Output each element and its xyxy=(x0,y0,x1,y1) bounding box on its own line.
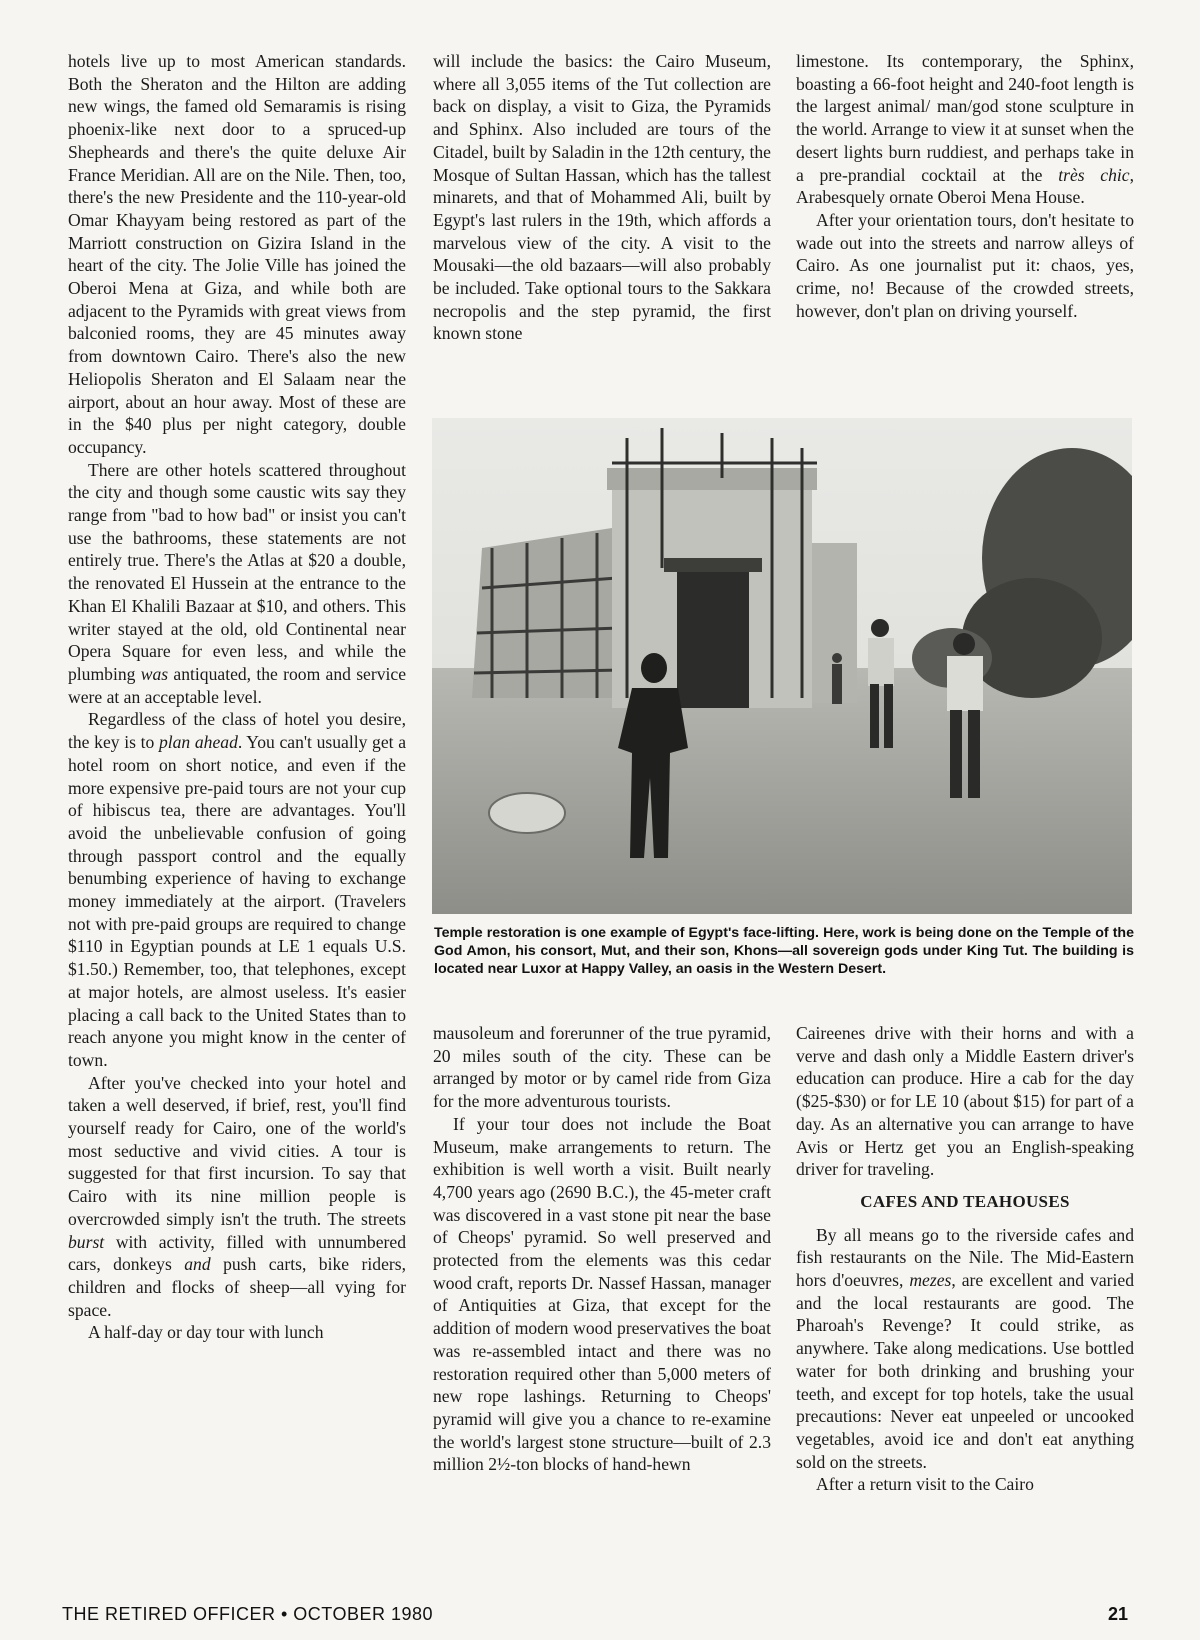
page-number: 21 xyxy=(1108,1604,1129,1624)
paragraph: Caireenes drive with their horns and with a verve and dash only a Middle Eastern driver's education can produce. Hire a cab for the day ($25-$30) or for LE 10 (about $15) for part of a day. As an alternative you can arrange to have Avis or Hertz get you an English-speaking driver for traveling. xyxy=(796,1023,1134,1180)
paragraph: will include the basics: the Cairo Museum, where all 3,055 items of the Tut collection are back on display, a visit to Giza, the Pyramids and Sphinx. Also included are tours of the Citadel, built by Saladin in the 12th century, the Mosque of Sultan Hassan, which has the tallest minarets, and that of Mohammed Ali, built by Egypt's last rulers in the 19th, which affords a marvelous view of the city. A visit to the Mousaki—the old bazaars—will also probably be included. Take optional tours to the Sakkara necropolis and the step pyramid, the first known stone xyxy=(433,51,771,344)
publication-footer: THE RETIRED OFFICER • OCTOBER 1980 xyxy=(62,1604,434,1624)
paragraph: By all means go to the riverside cafes and fish restaurants on the Nile. The Mid-Eastern hors d'oeuvres, mezes, are excellent and varied and the local restaurants are good. The Pharoah's Revenge? It could strike, as anywhere. Take along medications. Use bottled water for both drinking and brushing your teeth, and except for top hotels, take the usual precautions: Never eat unpeeled or uncooked vegetables, avoid ice and don't eat anything sold on the streets. xyxy=(796,1224,1134,1472)
paragraph: There are other hotels scattered throughout the city and though some caustic wits say they range from "bad to how bad" or insist you can't use the bathrooms, these statements are not entirely true. There's the Atlas at $20 a double, the renovated El Hussein at the entrance to the Khan El Khalili Bazaar at $10, and others. This writer stayed at the old, old Continental near Opera Square for even less, and while the plumbing was antiquated, the room and service were at an acceptable level. xyxy=(68,459,406,707)
article-column-1 xyxy=(68,50,406,1578)
photo-caption: Temple restoration is one example of Egypt's face-lifting. Here, work is being done on the Temple of the God Amon, his consort, Mut, and their son, Khons—all sovereign gods under King Tut. The building is located near Luxor at Happy Valley, an oasis in the Western Desert. xyxy=(434,925,1134,978)
paragraph: After a return visit to the Cairo xyxy=(816,1474,1034,1495)
photo-illustration xyxy=(432,418,1132,914)
paragraph: mausoleum and forerunner of the true pyramid, 20 miles south of the city. These can be arranged by motor or by camel ride from Giza for the more adventurous tourists. xyxy=(433,1023,771,1112)
paragraph: limestone. Its contemporary, the Sphinx, boasting a 66-foot height and 240-foot length is the largest animal/ man/god stone sculpture in the world. Arrange to view it at sunset when the desert lights burn ruddiest, and perhaps take in a pre-prandial cocktail at the très chic, Arabesquely ornate Oberoi Mena House. xyxy=(796,51,1134,208)
article-column-3-bottom xyxy=(796,1022,1134,1578)
temple-restoration-photo xyxy=(432,418,1132,914)
paragraph: After your orientation tours, don't hesitate to wade out into the streets and narrow alleys of Cairo. As one journalist put it: chaos, yes, crime, no! Because of the crowded streets, however, don't plan on driving yourself. xyxy=(796,209,1134,321)
article-column-2-bottom xyxy=(433,1022,771,1578)
section-heading: CAFES AND TEAHOUSES xyxy=(860,1191,1070,1211)
article-column-3-top xyxy=(796,50,1134,398)
paragraph: hotels live up to most American standards. Both the Sheraton and the Hilton are adding new wings, the famed old Semaramis is rising phoenix-like next door to a spruced-up Shepheards and there's the quite deluxe Air France Meridian. All are on the Nile. Then, too, there's the new Presidente and the 110-year-old Omar Khayyam being restored as part of the Marriott construction on Gizira Island in the heart of the city. The Jolie Ville has joined the Oberoi Mena at Giza, and while both are adjacent to the Pyramids with great views from balconied rooms, they are 45 minutes away from downtown Cairo. There's also the new Heliopolis Sheraton and El Salaam near the airport, about an hour away. Most of these are in the $40 plus per night category, double occupancy. xyxy=(68,51,406,457)
paragraph: Regardless of the class of hotel you desire, the key is to plan ahead. You can't usually get a hotel room on short notice, and even if the more expensive pre-paid tours are not your cup of hibiscus tea, there are advantages. You'll avoid the unbelievable confusion of going through passport control and the equally benumbing experience of having to exchange money immediately at the airport. (Travelers not with pre-paid groups are required to change $110 in Egyptian pounds at LE 1 equals U.S. $1.50.) Remember, too, that telephones, except at major hotels, are almost useless. It's easier placing a call back to the United States than to reach anyone you might know in the center of town. xyxy=(68,709,406,1070)
paragraph: A half-day or day tour with lunch xyxy=(88,1322,324,1343)
paragraph: After you've checked into your hotel and taken a well deserved, if brief, rest, you'll find yourself ready for Cairo, one of the world's most seductive and vivid cities. A tour is suggested for that first incursion. To say that Cairo with its nine million people is overcrowded simply isn't the truth. The streets burst with activity, filled with unnumbered cars, donkeys and push carts, bike riders, children and flocks of sheep—all vying for space. xyxy=(68,1072,406,1320)
article-column-2-top xyxy=(433,50,771,398)
paragraph: If your tour does not include the Boat Museum, make arrangements to return. The exhibition is well worth a visit. Built nearly 4,700 years ago (2690 B.C.), the 45-meter craft was discovered in a vast stone pit near the base of Cheops' pyramid. So well preserved and protected from the elements was this cedar wood craft, reports Dr. Nassef Hassan, manager of Antiquities at Giza, that except for the addition of modern wood preservatives the boat was re-assembled intact and there was no restoration required other than 5,000 meters of new rope lashings. Returning to Cheops' pyramid will give you a chance to re-examine the world's largest stone structure—built of 2.3 million 2½-ton blocks of hand-hewn xyxy=(433,1113,771,1475)
